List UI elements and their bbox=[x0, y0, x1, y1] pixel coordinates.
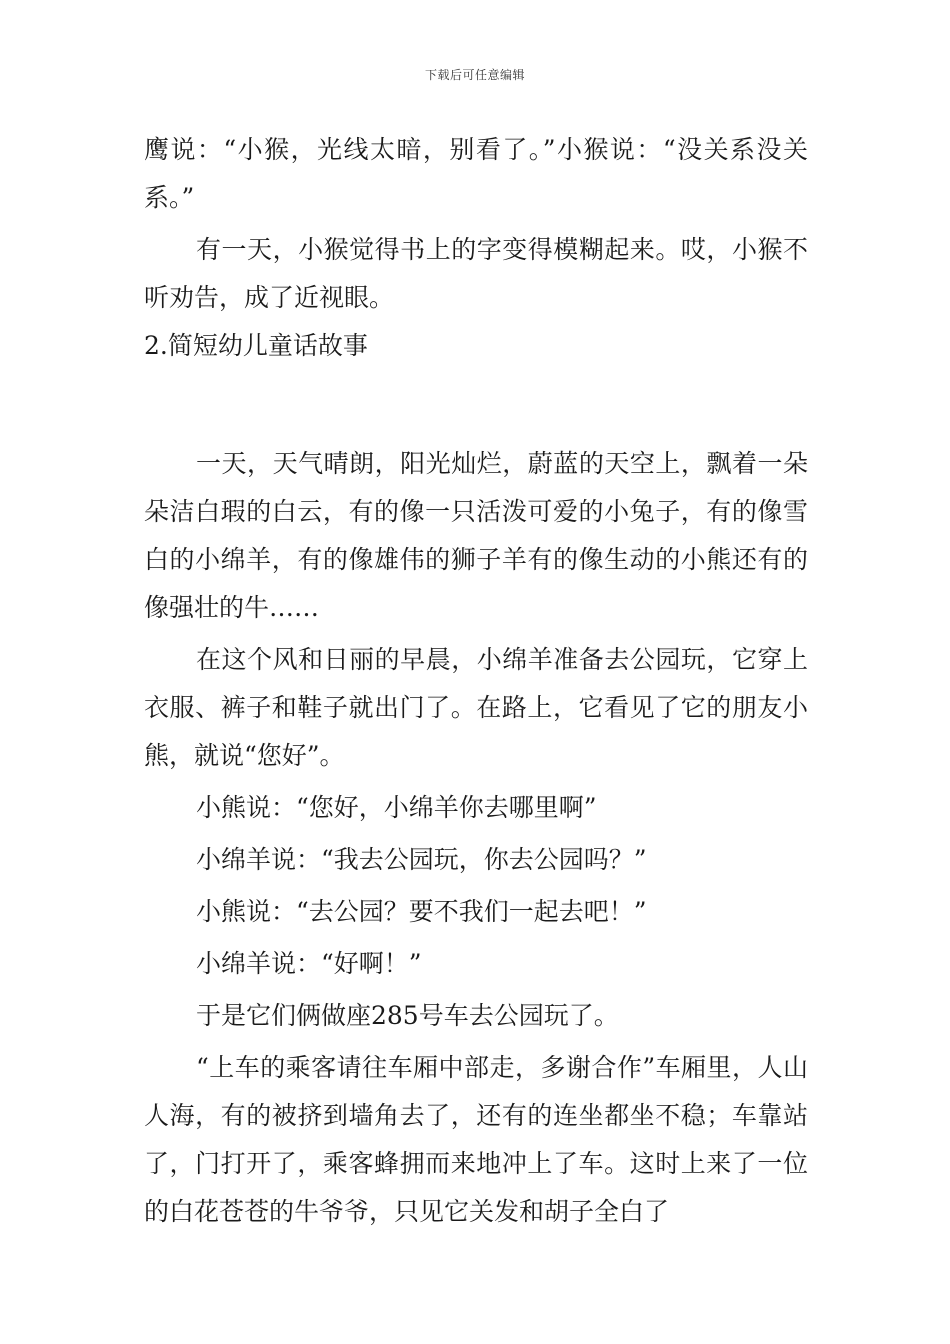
paragraph-2: 有一天，小猴觉得书上的字变得模糊起来。哎，小猴不听劝告，成了近视眼。 bbox=[144, 235, 808, 312]
dialogue-line-1: 小熊说：“您好，小绵羊你去哪里啊” bbox=[196, 793, 597, 822]
paragraph-4: 在这个风和日丽的早晨，小绵羊准备去公园玩，它穿上衣服、裤子和鞋子就出门了。在路上，它看见了它的朋友小熊，就说“您好”。 bbox=[144, 645, 808, 770]
dialogue-line-4: 小绵羊说：“好啊！” bbox=[196, 949, 422, 978]
document-body bbox=[144, 126, 808, 1236]
paragraph-5: 于是它们俩做座285号车去公园玩了。 bbox=[196, 1001, 619, 1030]
dialogue-line-3: 小熊说：“去公园？要不我们一起去吧！” bbox=[196, 897, 647, 926]
paragraph-3: 一天，天气晴朗，阳光灿烂，蔚蓝的天空上，飘着一朵朵洁白瑕的白云，有的像一只活泼可爱的小兔子，有的像雪白的小绵羊，有的像雄伟的狮子羊有的像生动的小熊还有的像强壮的牛…… bbox=[144, 449, 808, 622]
paragraph-6: “上车的乘客请往车厢中部走，多谢合作”车厢里，人山人海，有的被挤到墙角去了，还有的连坐都坐不稳；车靠站了，门打开了，乘客蜂拥而来地冲上了车。这时上来了一位的白花苍苍的牛爷爷，只见它关发和胡子全白了 bbox=[144, 1053, 808, 1226]
paragraph-1: 鹰说：“小猴，光线太暗，别看了。”小猴说：“没关系没关系。” bbox=[144, 135, 808, 212]
section-heading: 2.简短幼儿童话故事 bbox=[144, 331, 368, 360]
dialogue-line-2: 小绵羊说：“我去公园玩，你去公园吗？” bbox=[196, 845, 647, 874]
page-header: 下载后可任意编辑 bbox=[424, 68, 525, 82]
